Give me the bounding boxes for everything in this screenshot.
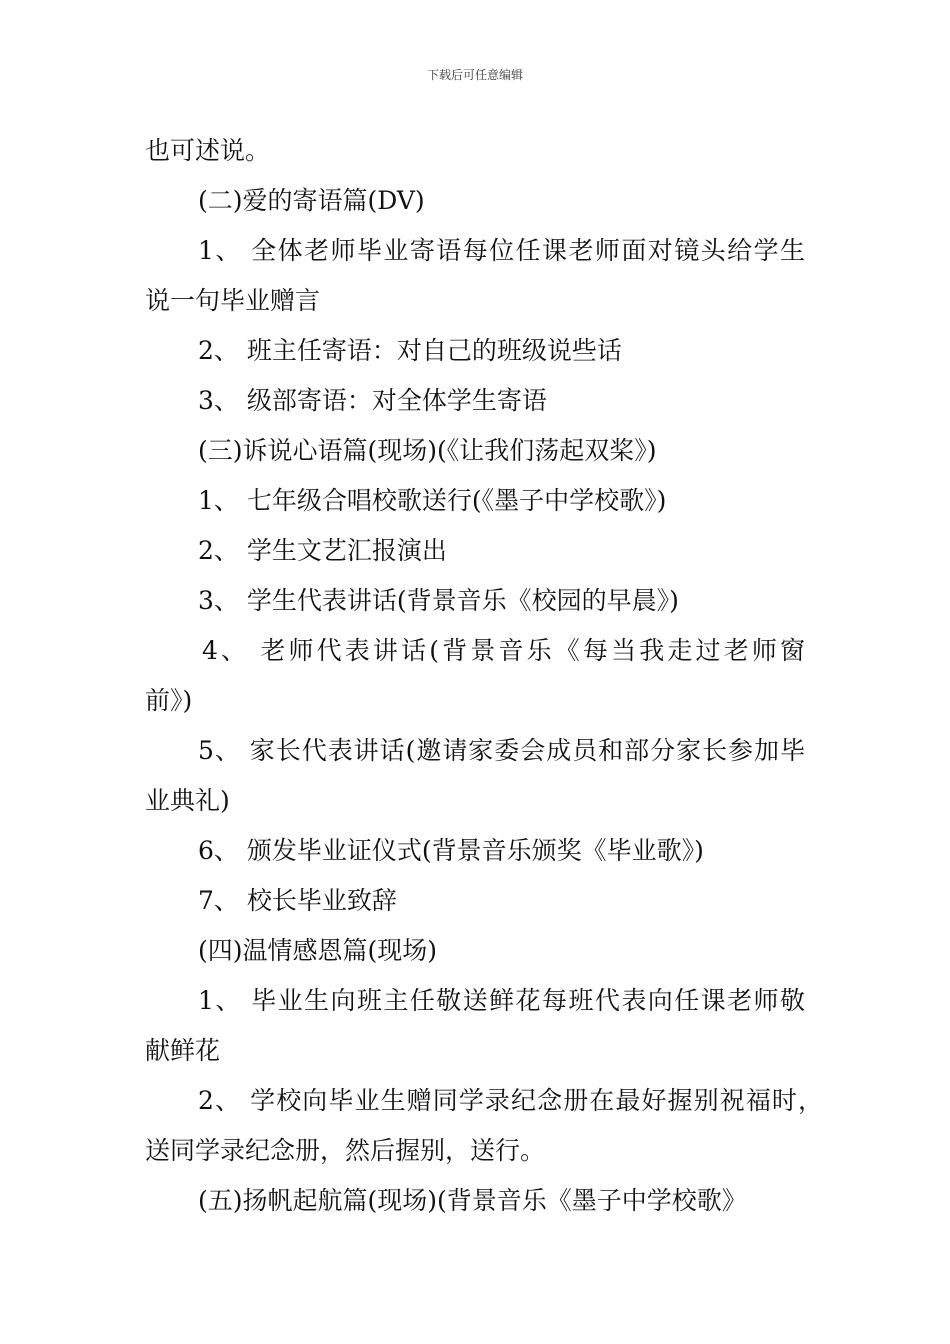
text-line: 送同学录纪念册，然后握别，送行。: [145, 1136, 546, 1165]
text-line: 也可述说。: [145, 136, 271, 165]
list-item: 1、 七年级合唱校歌送行(《墨子中学校歌》): [198, 486, 667, 515]
list-item: 2、 班主任寄语：对自己的班级说些话: [198, 336, 622, 365]
list-item: 3、 级部寄语：对全体学生寄语: [198, 386, 547, 415]
section-heading: (五)扬帆起航篇(现场)(背景音乐《墨子中学校歌》: [198, 1186, 747, 1215]
list-item: 1、 毕业生向班主任敬送鲜花每班代表向任课老师敬: [198, 986, 805, 1015]
text-line: 献鲜花: [145, 1036, 221, 1065]
list-item: 3、 学生代表讲话(背景音乐《校园的早晨》): [198, 586, 679, 615]
list-item: 1、 全体老师毕业寄语每位任课老师面对镜头给学生: [198, 236, 805, 265]
list-item: 5、 家长代表讲话(邀请家委会成员和部分家长参加毕: [198, 736, 805, 765]
section-heading: (二)爱的寄语篇(DV): [198, 186, 425, 215]
list-item: 2、 学校向毕业生赠同学录纪念册在最好握别祝福时，: [198, 1086, 823, 1115]
text-line: 说一句毕业赠言: [145, 286, 321, 315]
section-heading: (四)温情感恩篇(现场): [198, 936, 438, 965]
list-item: 6、 颁发毕业证仪式(背景音乐颁奖《毕业歌》): [198, 836, 704, 865]
list-item: 4、 老师代表讲话(背景音乐《每当我走过老师窗: [202, 636, 805, 665]
text-line: 前》): [145, 686, 193, 715]
page-header: 下载后可任意编辑: [426, 68, 523, 82]
list-item: 2、 学生文艺汇报演出: [198, 536, 447, 565]
list-item: 7、 校长毕业致辞: [198, 886, 397, 915]
section-heading: (三)诉说心语篇(现场)(《让我们荡起双桨》): [198, 436, 657, 465]
text-line: 业典礼): [145, 786, 230, 815]
